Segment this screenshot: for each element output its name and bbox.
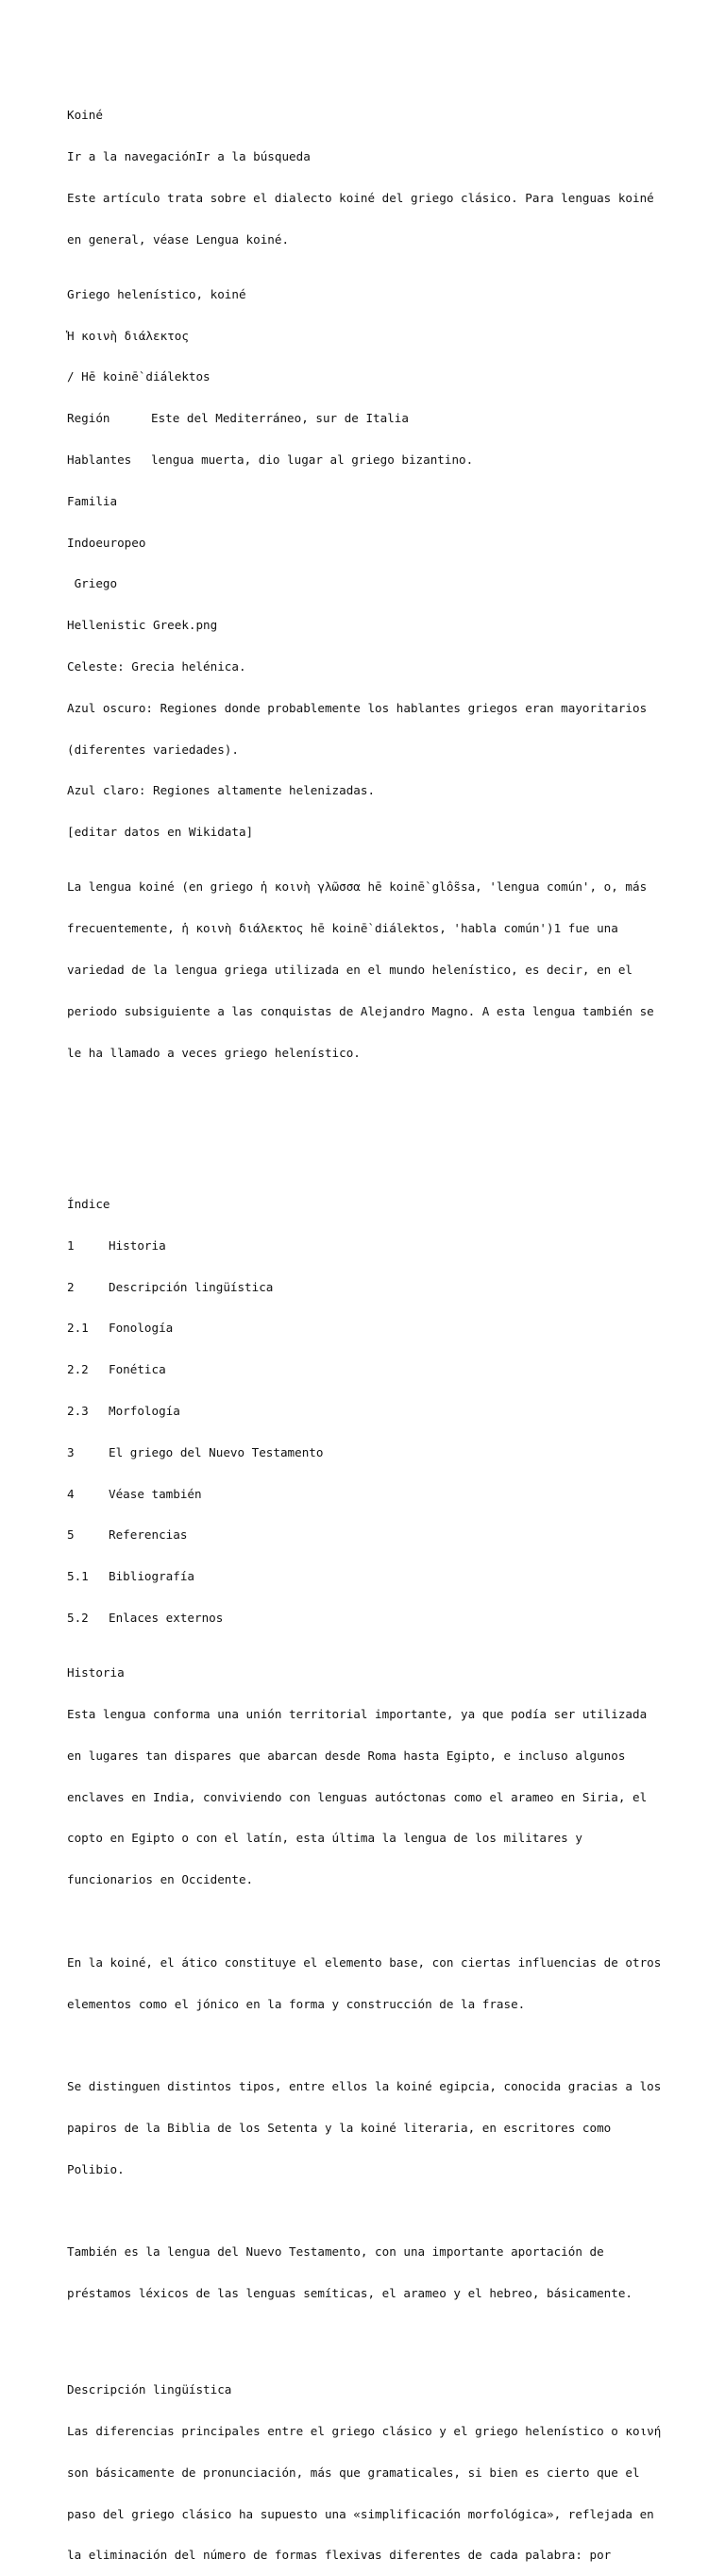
speakers-value: lengua muerta, dio lugar al griego bizantino. xyxy=(151,452,474,468)
edit-wikidata-link[interactable]: [editar datos en Wikidata] xyxy=(67,825,254,840)
paragraph-line: elementos como el jónico en la forma y construcción de la frase. xyxy=(67,1996,526,2011)
region-label: Región xyxy=(67,411,110,426)
paragraph-line: Se distinguen distintos tipos, entre ellos la koiné egipcia, conocida gracias a los xyxy=(67,2079,662,2094)
spacer xyxy=(67,1101,718,1116)
toc-title: Índice xyxy=(67,1197,110,1212)
paragraph-line: Esta lengua conforma una unión territorial importante, ya que podía ser utilizada xyxy=(67,1707,648,1722)
toc-label[interactable]: Historia xyxy=(109,1237,166,1253)
intro-line: le ha llamado a veces griego helenístico. xyxy=(67,1045,361,1060)
toc-item[interactable] xyxy=(67,1281,718,1295)
infobox-transliteration: / Hē koinḕ diálektos xyxy=(67,369,211,384)
toc-number: 2.3 xyxy=(67,1404,89,1418)
hatnote-line: Este artículo trata sobre el dialecto koiné del griego clásico. Para lenguas koiné xyxy=(67,190,654,205)
paragraph-line: En la koiné, el ático constituye el elemento base, con ciertas influencias de otros xyxy=(67,1954,662,1970)
toc-number: 5.1 xyxy=(67,1569,89,1584)
speakers-label: Hablantes xyxy=(67,452,132,468)
toc-item[interactable] xyxy=(67,1488,718,1502)
toc-number: 1 xyxy=(67,1237,75,1253)
family-level-1: Indoeuropeo xyxy=(67,535,146,550)
image-caption-line: (diferentes variedades). xyxy=(67,742,239,757)
toc-number: 4 xyxy=(67,1486,75,1501)
toc-label[interactable]: Véase también xyxy=(109,1486,202,1501)
toc-number: 2 xyxy=(67,1279,75,1294)
infobox-speakers-row xyxy=(67,453,718,468)
infobox-region-row xyxy=(67,412,718,426)
toc-item[interactable] xyxy=(67,1239,718,1254)
toc-number: 5 xyxy=(67,1527,75,1543)
infobox-greek-name: Ἡ κοινὴ διάλεκτος xyxy=(67,328,189,343)
paragraph-line: préstamos léxicos de las lenguas semíticas, el arameo y el hebreo, básicamente. xyxy=(67,2286,632,2300)
intro-line: variedad de la lengua griega utilizada en el mundo helenístico, es decir, en el xyxy=(67,963,632,977)
intro-line: La lengua koiné (en griego ἡ κοινὴ γλῶσσα hē koinḕ glỗssa, 'lengua común', o, más xyxy=(67,879,648,895)
image-filename: Hellenistic Greek.png xyxy=(67,618,218,633)
section-heading-historia: Historia xyxy=(67,1665,125,1680)
toc-number: 5.2 xyxy=(67,1610,89,1625)
paragraph-line: la eliminación del número de formas flexivas diferentes de cada palabra: por xyxy=(67,2548,612,2563)
toc-label[interactable]: Fonología xyxy=(109,1321,174,1336)
toc-number: 2.1 xyxy=(67,1321,89,1336)
toc-label[interactable]: Referencias xyxy=(109,1527,188,1543)
toc-label[interactable]: Descripción lingüística xyxy=(109,1279,274,1294)
toc-label[interactable]: Fonética xyxy=(109,1362,166,1377)
image-caption-line: Azul claro: Regiones altamente helenizadas. xyxy=(67,783,376,798)
toc-number: 2.2 xyxy=(67,1362,89,1377)
intro-line: periodo subsiguiente a las conquistas de Alejandro Magno. A esta lengua también se xyxy=(67,1003,654,1018)
toc-item[interactable] xyxy=(67,1570,718,1584)
paragraph-line: copto en Egipto o con el latín, esta última la lengua de los militares y xyxy=(67,1831,582,1846)
paragraph-line: paso del griego clásico ha supuesto una «simplificación morfológica», reflejada en xyxy=(67,2506,654,2521)
spacer xyxy=(67,2204,718,2218)
toc-label[interactable]: Enlaces externos xyxy=(109,1610,224,1625)
image-caption-line: Celeste: Grecia helénica. xyxy=(67,658,246,674)
spacer xyxy=(67,1915,718,1929)
spacer xyxy=(67,1143,718,1157)
paragraph-line: papiros de la Biblia de los Setenta y la koiné literaria, en escritores como xyxy=(67,2120,612,2135)
skip-links[interactable]: Ir a la navegaciónIr a la búsqueda xyxy=(67,148,311,163)
toc-item[interactable] xyxy=(67,1528,718,1543)
region-value: Este del Mediterráneo, sur de Italia xyxy=(151,411,409,426)
toc-item[interactable] xyxy=(67,1363,718,1377)
paragraph-line: en lugares tan dispares que abarcan desde Roma hasta Egipto, e incluso algunos xyxy=(67,1748,626,1763)
toc-label[interactable]: Morfología xyxy=(109,1404,180,1418)
paragraph-line: enclaves en India, conviviendo con lenguas autóctonas como el arameo en Siria, el xyxy=(67,1789,648,1804)
paragraph-line: son básicamente de pronunciación, más que gramaticales, si bien es cierto que el xyxy=(67,2465,640,2480)
toc-item[interactable] xyxy=(67,1446,718,1460)
toc-item[interactable] xyxy=(67,1405,718,1419)
paragraph-line: Las diferencias principales entre el griego clásico y el griego helenístico o κοινή xyxy=(67,2423,662,2438)
spacer xyxy=(67,2329,718,2343)
image-caption-line: Azul oscuro: Regiones donde probablemente los hablantes griegos eran mayoritarios xyxy=(67,700,648,715)
paragraph-line: También es la lengua del Nuevo Testamento, con una importante aportación de xyxy=(67,2244,604,2260)
intro-line: frecuentemente, ἡ κοινὴ διάλεκτος hē koinḕ diálektos, 'habla común')1 fue una xyxy=(67,921,618,936)
toc-number: 3 xyxy=(67,1444,75,1459)
toc-label[interactable]: El griego del Nuevo Testamento xyxy=(109,1444,324,1459)
document-page xyxy=(67,81,718,2576)
paragraph-line: Polibio. xyxy=(67,2161,125,2176)
paragraph-line: funcionarios en Occidente. xyxy=(67,1872,254,1887)
infobox-name: Griego helenístico, koiné xyxy=(67,286,246,301)
article-title: Koiné xyxy=(67,108,103,123)
toc-label[interactable]: Bibliografía xyxy=(109,1569,194,1584)
family-level-2: Griego xyxy=(67,576,118,591)
toc-item[interactable] xyxy=(67,1612,718,1626)
family-label: Familia xyxy=(67,493,118,508)
toc-item[interactable] xyxy=(67,1322,718,1336)
hatnote-line: en general, véase Lengua koiné. xyxy=(67,231,290,247)
spacer xyxy=(67,2039,718,2053)
section-heading-descripcion: Descripción lingüística xyxy=(67,2382,232,2397)
